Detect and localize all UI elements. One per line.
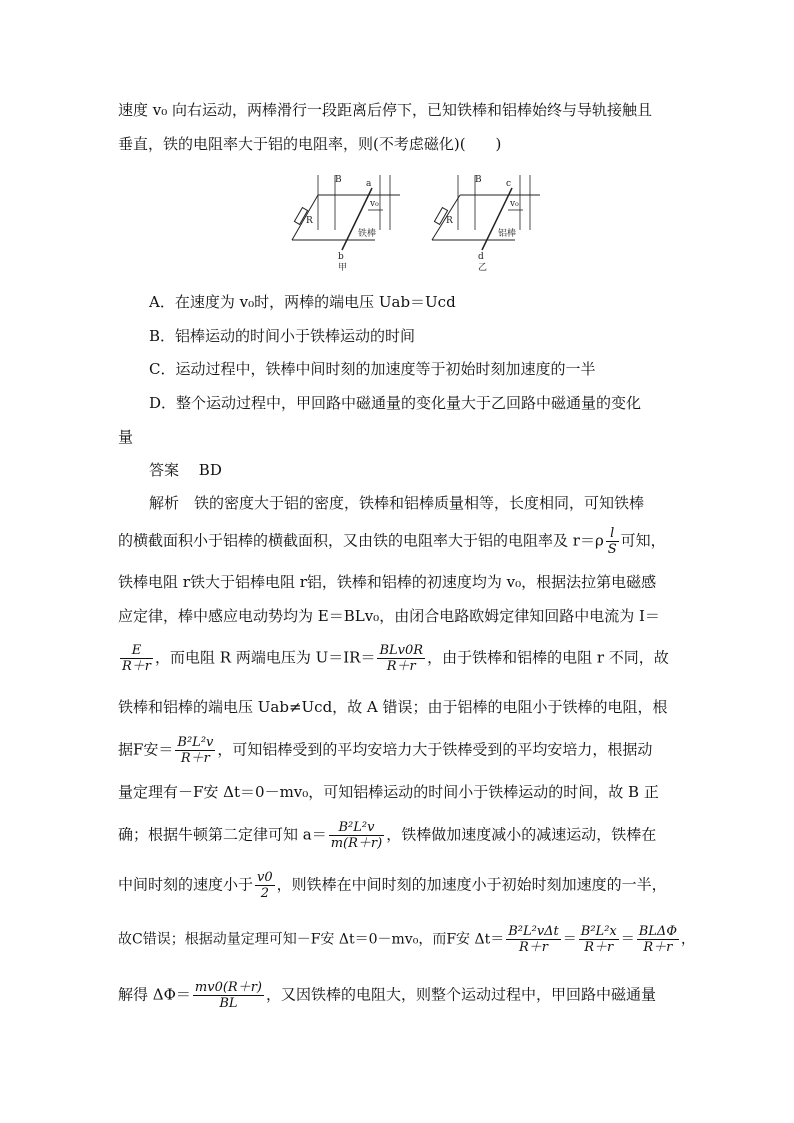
option-d-line-2: 量 xyxy=(118,428,134,446)
label-v0-right: v₀ xyxy=(510,199,519,209)
analysis-line-11: 故C错误；根据动量定理可知－F安 Δt＝0－mv₀，而F安 Δt＝ $\frac{\text{B²L²vΔt}}{R+r}$ ＝ $\frac{\text{B²L²x}}{R+r}$ ＝ $\frac{\text{BLΔΦ}}{R+r}$ ， xyxy=(118,924,695,955)
option-d-line-1: D．整个运动过程中，甲回路中磁通量的变化量大于乙回路中磁通量的变化 xyxy=(149,394,642,412)
label-a: a xyxy=(366,179,372,189)
fraction-flux-change: $\frac{mv0(R+r)}{BL}$ xyxy=(194,980,262,1011)
label-iron-rod: 铁棒 xyxy=(358,229,377,239)
label-v0-left: v₀ xyxy=(370,199,379,209)
fraction-impulse-2: $\frac{\text{B²L²x}}{R+r}$ xyxy=(580,924,617,955)
answer-label: 答案 xyxy=(149,461,180,479)
option-a: A．在速度为 v₀时，两棒的端电压 Uab＝Ucd xyxy=(149,293,456,311)
analysis-line-12: 解得 ΔΦ＝ $\frac{mv0(R+r)}{BL}$ ，又因铁棒的电阻大，则整个运动过程中，甲回路中磁通量 xyxy=(118,980,657,1011)
analysis-line-1: 解析 铁的密度大于铝的密度，铁棒和铝棒质量相等，长度相同，可知铁棒 xyxy=(149,494,645,512)
fraction-impulse-1: $\frac{\text{B²L²vΔt}}{R+r}$ xyxy=(508,924,559,955)
label-R-right: R xyxy=(446,216,453,226)
question-line-1: 速度 v₀ 向右运动，两棒滑行一段距离后停下，已知铁棒和铝棒始终与导轨接触且 xyxy=(118,101,653,119)
circuit-figure xyxy=(280,170,540,275)
analysis-line-6: 铁棒和铝棒的端电压 Uab≠Ucd，故 A 错误；由于铝棒的电阻小于铁棒的电阻，根 xyxy=(118,698,668,716)
diagram-right xyxy=(432,175,540,273)
analysis-line-7: 据F安＝ $\frac{\text{B²L²v}}{R+r}$ ，可知铝棒受到的平均安培力大于铁棒受到的平均安培力，根据动 xyxy=(118,735,653,766)
option-c: C．运动过程中，铁棒中间时刻的加速度等于初始时刻加速度的一半 xyxy=(149,360,596,378)
fraction-current: $\frac{E}{R+r}$ xyxy=(122,643,152,674)
analysis-line-9: 确；根据牛顿第二定律可知 a＝ $\frac{\text{B²L²v}}{m(R+r)}$ ，铁棒做加速度减小的减速运动，铁棒在 xyxy=(118,820,657,851)
analysis-line-4: 应定律，棒中感应电动势均为 E＝BLv₀，由闭合电路欧姆定律知回路中电流为 I＝ xyxy=(118,607,660,625)
fraction-voltage: $\frac{\text{BLv0R}}{R+r}$ xyxy=(379,643,424,674)
label-aluminum-rod: 铝棒 xyxy=(498,229,517,239)
fraction-l-over-S: $\frac{l}{S}$ xyxy=(607,526,617,557)
fraction-ampere-force: $\frac{\text{B²L²v}}{R+r}$ xyxy=(177,735,214,766)
answer-line xyxy=(149,460,709,480)
analysis-line-3: 铁棒电阻 r铁大于铝棒电阻 r铝，铁棒和铝棒的初速度均为 v₀，根据法拉第电磁感 xyxy=(118,573,657,591)
analysis-line-10: 中间时刻的速度小于 $\frac{v0}{2}$ ，则铁棒在中间时刻的加速度小于初始时刻加速度的一半， xyxy=(118,870,667,901)
diagram-left xyxy=(292,175,400,273)
fraction-acceleration: $\frac{\text{B²L²v}}{m(R+r)}$ xyxy=(330,820,383,851)
label-d: d xyxy=(478,252,484,262)
analysis-line-8: 量定理有－F安 Δt＝0－mv₀，可知铝棒运动的时间小于铁棒运动的时间，故 B 正 xyxy=(118,783,659,801)
caption-jia: 甲 xyxy=(338,263,348,273)
label-b: b xyxy=(338,252,344,262)
fraction-impulse-3: $\frac{\text{BLΔΦ}}{R+r}$ xyxy=(638,924,677,955)
label-B-right: B xyxy=(475,175,482,185)
caption-yi: 乙 xyxy=(478,263,488,273)
answer-value: BD xyxy=(198,461,222,479)
analysis-line-5: $\frac{E}{R+r}$ ，而电阻 R 两端电压为 U＝IR＝ $\frac{\text{BLv0R}}{R+r}$ ，由于铁棒和铝棒的电阻 r 不同，故 xyxy=(122,643,669,674)
label-R-left: R xyxy=(306,216,313,226)
label-c: c xyxy=(506,179,512,189)
label-B-left: B xyxy=(335,175,342,185)
fraction-half-v0: $\frac{v0}{2}$ xyxy=(257,870,273,901)
analysis-line-2: 的横截面积小于铝棒的横截面积，又由铁的电阻率大于铝的电阻率及 r＝ρ $\frac{l}{S}$ 可知， xyxy=(118,526,666,557)
question-line-2: 垂直，铁的电阻率大于铝的电阻率，则(不考虑磁化)( ) xyxy=(118,135,502,153)
option-b: B．铝棒运动的时间小于铁棒运动的时间 xyxy=(149,327,416,345)
